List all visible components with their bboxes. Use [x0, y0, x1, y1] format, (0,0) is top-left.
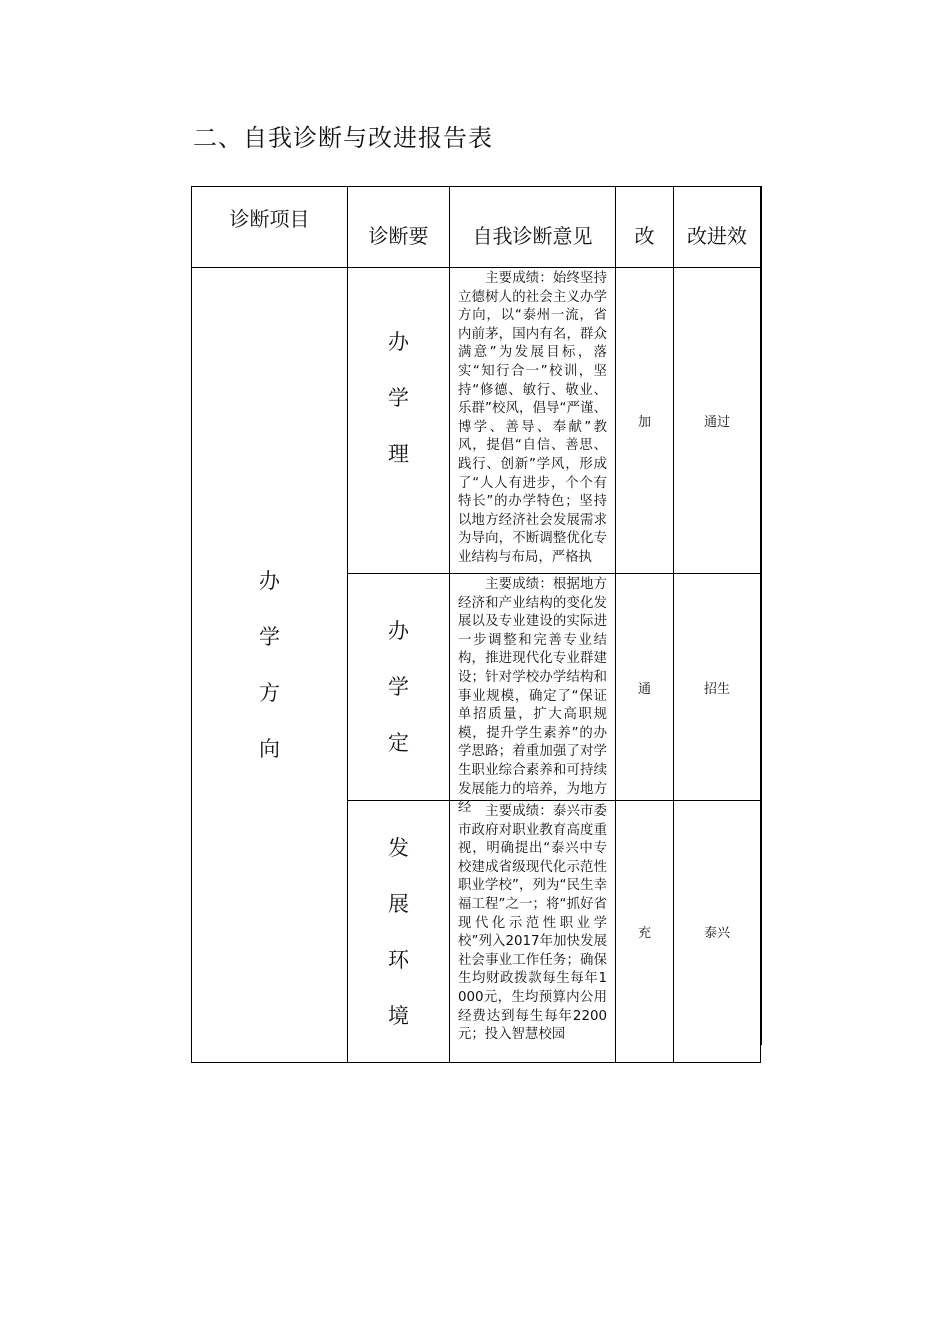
header-diagnosis-element: 诊断要 — [348, 187, 450, 268]
table-row — [192, 268, 761, 574]
effect-cell: 通过 — [674, 268, 761, 574]
header-diagnosis-item: 诊断项目 — [192, 187, 348, 268]
opinion-cell — [450, 801, 616, 1063]
element-label: 办 学 定 — [388, 619, 409, 755]
effect-cell: 招生 — [674, 574, 761, 801]
element-label: 办 学 理 — [388, 330, 409, 466]
table-right-edge-line — [761, 186, 762, 1045]
category-cell — [192, 268, 348, 1063]
header-improvement-effect: 改进效 — [674, 187, 761, 268]
element-cell — [348, 574, 450, 801]
opinion-text: 主要成绩：根据地方经济和产业结构的变化发展以及专业建设的实际进一步调整和完善专业结构，推进现代化专业群建设；针对学校办学结构和事业规模，确定了“保证单招质量，扩大高职规模，提升学生素养”的办学思路；着重加强了对学生职业综合素养和可持续发展能力的培养，为地方经 — [458, 577, 608, 816]
opinion-text: 主要成绩：始终坚持立德树人的社会主义办学方向，以“泰州一流，省内前茅，国内有名，群众满意”为发展目标，落实“知行合一”校训，坚持“修德、敏行、敬业、乐群”校风，倡导“严谨、博学、善导、奉献”教风，提倡“自信、善思、践行、创新”学风，形成了“人人有进步，个个有特长”的办学特色；坚持以地方经济社会发展需求为导向，不断调整优化专业结构与布局，严格执 — [458, 271, 608, 565]
opinion-text: 主要成绩：泰兴市委市政府对职业教育高度重视，明确提出“泰兴中专校建成省级现代化示范性职业学校”，列为“民生幸福工程”之一；将“抓好省现代化示范性职业学校”列入2017年加快发展社会事业工作任务；确保生均财政拨款每生每年1000元，生均预算内公用经费达到每生每年2200元；投入智慧校园 — [458, 804, 608, 1043]
improvement-cell: 通 — [616, 574, 674, 801]
element-label: 发 展 环 境 — [388, 835, 409, 1028]
header-improvement: 改 — [616, 187, 674, 268]
element-cell — [348, 268, 450, 574]
improvement-cell: 加 — [616, 268, 674, 574]
improvement-cell: 充 — [616, 801, 674, 1063]
header-self-opinion: 自我诊断意见 — [450, 187, 616, 268]
table-header-row — [192, 187, 761, 268]
category-label: 办 学 方 向 — [259, 569, 280, 761]
opinion-cell — [450, 574, 616, 816]
element-cell — [348, 801, 450, 1063]
effect-cell: 泰兴 — [674, 801, 761, 1063]
diagnosis-report-table — [191, 186, 761, 1063]
page-title: 二、自我诊断与改进报告表 — [193, 124, 493, 152]
opinion-cell — [450, 268, 616, 574]
